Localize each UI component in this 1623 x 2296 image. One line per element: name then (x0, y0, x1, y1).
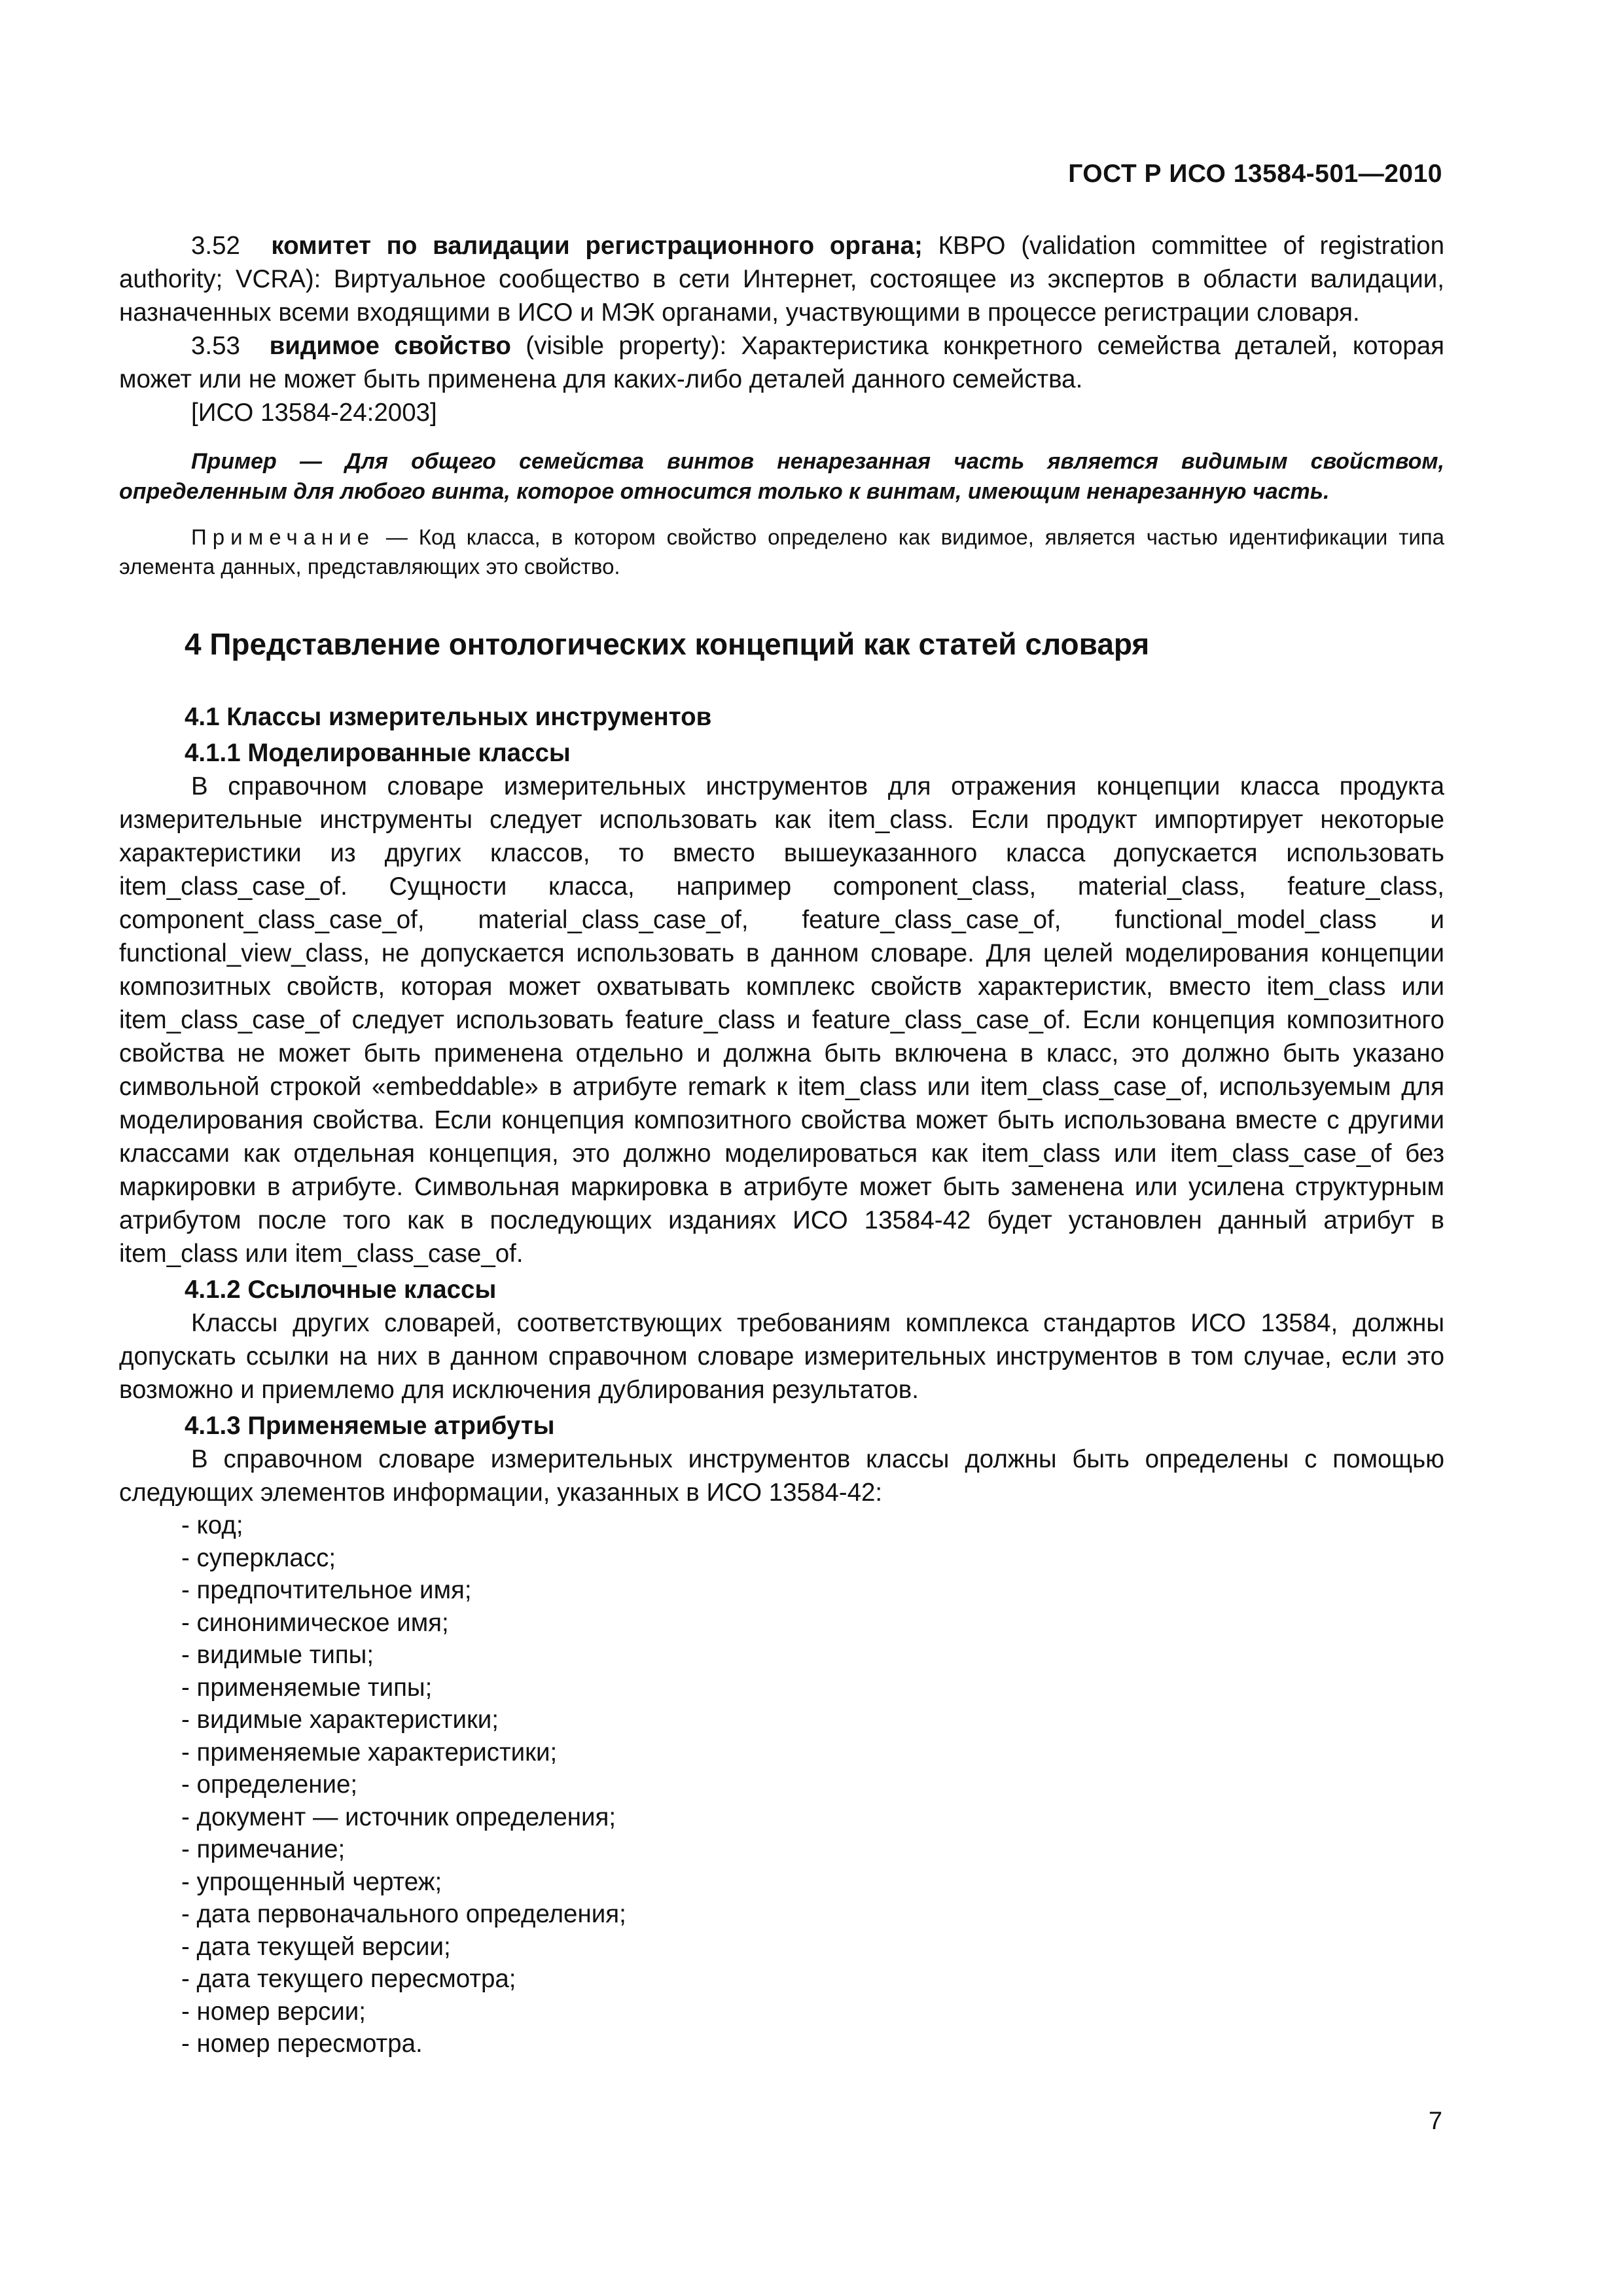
note-text: — Код класса, в котором свойство определено как видимое, является частью идентификации типа элемента данных, представляющих это свойство. (119, 525, 1444, 579)
list-item: - примечание; (181, 1835, 346, 1863)
note-paragraph (119, 522, 1444, 581)
example-paragraph: Пример — Для общего семейства винтов ненарезанная часть является видимым свойством, определенным для любого винта, которое относится только к винтам, имеющим ненарезанную часть. (119, 449, 1444, 504)
page-number: 7 (1428, 2108, 1442, 2135)
list-item: - суперкласс; (181, 1543, 336, 1572)
subsection-4-1-title: 4.1 Классы измерительных инструментов (185, 703, 712, 731)
list-item: - дата текущего пересмотра; (181, 1965, 516, 1993)
term-3-53 (119, 329, 1444, 396)
list-item: - определение; (181, 1770, 358, 1799)
subsection-4-1-3-title: 4.1.3 Применяемые атрибуты (185, 1412, 555, 1440)
section-4-title: 4 Представление онтологических концепций как статей словаря (185, 627, 1150, 661)
list-item: - номер версии; (181, 1997, 366, 2026)
list-item: - документ — источник определения; (181, 1803, 616, 1831)
page-content (119, 229, 1444, 2060)
list-item: - синонимическое имя; (181, 1608, 449, 1637)
list-item: - упрощенный чертеж; (181, 1867, 442, 1896)
list-item: - дата текущей версии; (181, 1932, 451, 1961)
term-number: 3.53 (191, 332, 240, 360)
list-item: - применяемые характеристики; (181, 1738, 558, 1767)
term-definition: (visible property): Характеристика конкретного семейства деталей, которая может или не может быть применена для каких-либо деталей данного семейства. (119, 332, 1444, 393)
list-item: - применяемые типы; (181, 1673, 433, 1702)
document-header: ГОСТ Р ИСО 13584-501—2010 (1068, 160, 1442, 188)
list-item: - номер пересмотра. (181, 2030, 423, 2058)
term-3-52 (119, 229, 1444, 329)
term-number: 3.52 (191, 232, 240, 260)
subsection-4-1-2-text: Классы других словарей, соответствующих требованиям комплекса стандартов ИСО 13584, должны допускать ссылки на них в данном справочном словаре измерительных инструментов в том случае, если это возможно и приемлемо для исключения дублирования результатов. (119, 1309, 1444, 1404)
note-label: Примечание (191, 525, 376, 549)
attribute-list (119, 1509, 1444, 2060)
term-title: видимое свойство (269, 332, 511, 360)
list-item: - код; (181, 1511, 243, 1539)
term-definition: КВРО (validation committee of registration authority; VCRA): Виртуальное сообщество в сети Интернет, состоящее из экспертов в области валидации, назначенных всеми входящими в ИСО и МЭК органами, участвующими в процессе регистрации словаря. (119, 232, 1444, 327)
list-item: - предпочтительное имя; (181, 1576, 472, 1604)
list-item: - дата первоначального определения; (181, 1900, 626, 1928)
term-reference: [ИСО 13584-24:2003] (191, 399, 437, 427)
list-item: - видимые типы; (181, 1641, 374, 1669)
term-title: комитет по валидации регистрационного органа; (271, 232, 923, 260)
subsection-4-1-3-text: В справочном словаре измерительных инструментов классы должны быть определены с помощью следующих элементов информации, указанных в ИСО 13584-42: (119, 1445, 1444, 1507)
subsection-4-1-2-title: 4.1.2 Ссылочные классы (185, 1276, 497, 1304)
list-item: - видимые характеристики; (181, 1706, 499, 1734)
subsection-4-1-1-text: В справочном словаре измерительных инструментов для отражения концепции класса продукта измерительные инструменты следует использовать как item_class. Если продукт импортирует некоторые характеристики из других классов, то вместо вышеуказанного класса допускается использовать item_class_case_of. Сущности класса, например component_class, material_class, feature_class, component_class_case_of, material_class_case_of, feature_class_case_of, functional_model_class и functional_view_class, не допускается использовать в данном словаре. Для целей моделирования концепции композитных свойств, которая может охватывать комплекс свойств характеристик, вместо item_class или item_class_case_of следует использовать feature_class и feature_class_case_of. Если концепция композитного свойства не может быть применена отдельно и должна быть включена в класс, это должно быть указано символьной строкой «embeddable» в атрибуте remark к item_class или item_class_case_of, используемым для моделирования свойства. Если концепция композитного свойства может быть использована вместе с другими классами как отдельная концепция, это должно моделироваться как item_class или item_class_case_of без маркировки в атрибуте. Символьная маркировка в атрибуте может быть заменена или усилена структурным атрибутом после того как в последующих изданиях ИСО 13584-42 будет установлен данный атрибут в item_class или item_class_case_of. (119, 772, 1444, 1268)
subsection-4-1-1-title: 4.1.1 Моделированные классы (185, 739, 571, 767)
